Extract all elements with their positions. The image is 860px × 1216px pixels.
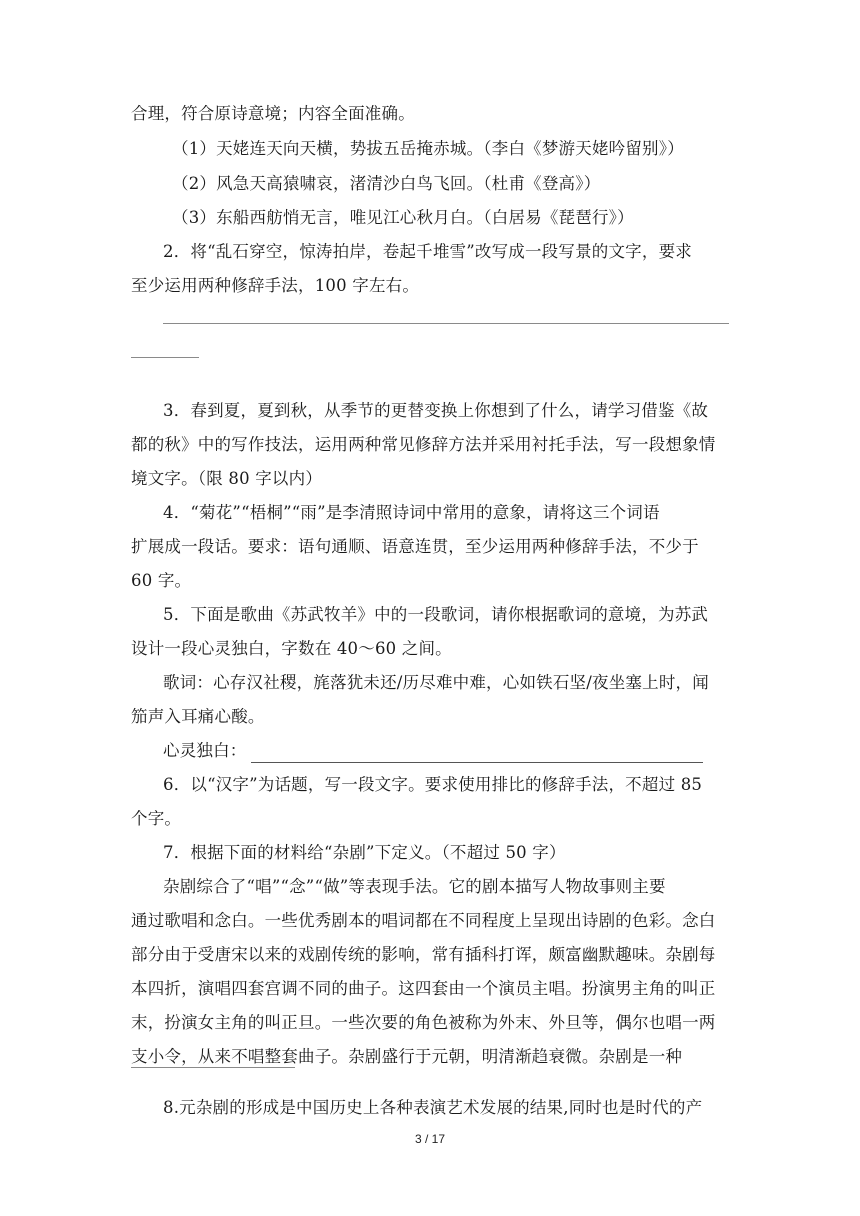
material-text-cont: 支小令，从来不唱整套曲子。杂剧盛行于元朝，明清渐趋衰微。杂剧是一种 <box>131 1047 683 1066</box>
material-text-cont: 本四折，演唱四套宫调不同的曲子。这四套由一个演员主唱。扮演男主角的叫正 <box>131 979 716 998</box>
text-line: 合理，符合原诗意境；内容全面准确。 <box>131 104 415 123</box>
question-4-cont: 扩展成一段话。要求：语句通顺、语意连贯，至少运用两种修辞手法，不少于 <box>131 537 699 556</box>
lyrics-text-cont: 笳声入耳痛心酸。 <box>131 707 265 726</box>
material-text-cont: 末，扮演女主角的叫正旦。一些次要的角色被称为外末、外旦等，偶尔也唱一两 <box>131 1013 716 1032</box>
question-6: 6．以“汉字”为话题，写一段文字。要求使用排比的修辞手法，不超过 85 <box>163 775 703 794</box>
question-3-cont: 境文字。（限 80 字以内） <box>131 469 323 488</box>
question-8: 8.元杂剧的形成是中国历史上各种表演艺术发展的结果,同时也是时代的产 <box>163 1098 703 1117</box>
question-2-cont: 至少运用两种修辞手法，100 字左右。 <box>131 276 420 295</box>
question-2: 2．将“乱石穿空，惊涛拍岸，卷起千堆雪”改写成一段写景的文字，要求 <box>163 242 692 261</box>
lyrics-text: 歌词：心存汉社稷，旄落犹未还/历尽难中难，心如铁石坚/夜坐塞上时，闻 <box>163 673 709 692</box>
question-5: 5．下面是歌曲《苏武牧羊》中的一段歌词，请你根据歌词的意境，为苏武 <box>163 605 709 624</box>
question-3: 3．春到夏，夏到秋，从季节的更替变换上你想到了什么，请学习借鉴《故 <box>163 401 709 420</box>
monologue-label: 心灵独白： <box>163 741 247 760</box>
question-6-cont: 个字。 <box>131 809 182 828</box>
definition-answer-line <box>131 1067 295 1068</box>
material-text-cont: 部分由于受唐宋以来的戏剧传统的影响，常有插科打诨，颇富幽默趣味。杂剧每 <box>131 945 716 964</box>
question-5-cont: 设计一段心灵独白，字数在 40～60 之间。 <box>131 639 452 658</box>
monologue-answer-blank <box>251 746 703 763</box>
poem-item-3: （3）东船西舫悄无言，唯见江心秋月白。（白居易《琵琶行》） <box>172 208 634 227</box>
question-7: 7．根据下面的材料给“杂剧”下定义。（不超过 50 字） <box>163 843 566 862</box>
answer-line-end <box>131 357 199 358</box>
question-4: 4．“菊花”“梧桐”“雨”是李清照诗词中常用的意象，请将这三个词语 <box>163 503 660 522</box>
page-number: 3 / 17 <box>414 1132 446 1146</box>
material-text: 杂剧综合了“唱”“念”“做”等表现手法。它的剧本描写人物故事则主要 <box>163 877 666 896</box>
question-3-cont: 都的秋》中的写作技法，运用两种常见修辞方法并采用衬托手法，写一段想象情 <box>131 435 716 454</box>
material-text-cont: 通过歌唱和念白。一些优秀剧本的唱词都在不同程度上呈现出诗剧的色彩。念白 <box>131 911 716 930</box>
poem-item-1: （1）天姥连天向天横，势拔五岳掩赤城。（李白《梦游天姥吟留别》） <box>172 139 684 158</box>
monologue-prompt <box>163 739 703 763</box>
question-4-cont: 60 字。 <box>131 571 192 590</box>
poem-item-2: （2）风急天高猿啸哀，渚清沙白鸟飞回。（杜甫《登高》） <box>172 174 601 193</box>
answer-line <box>163 323 729 324</box>
